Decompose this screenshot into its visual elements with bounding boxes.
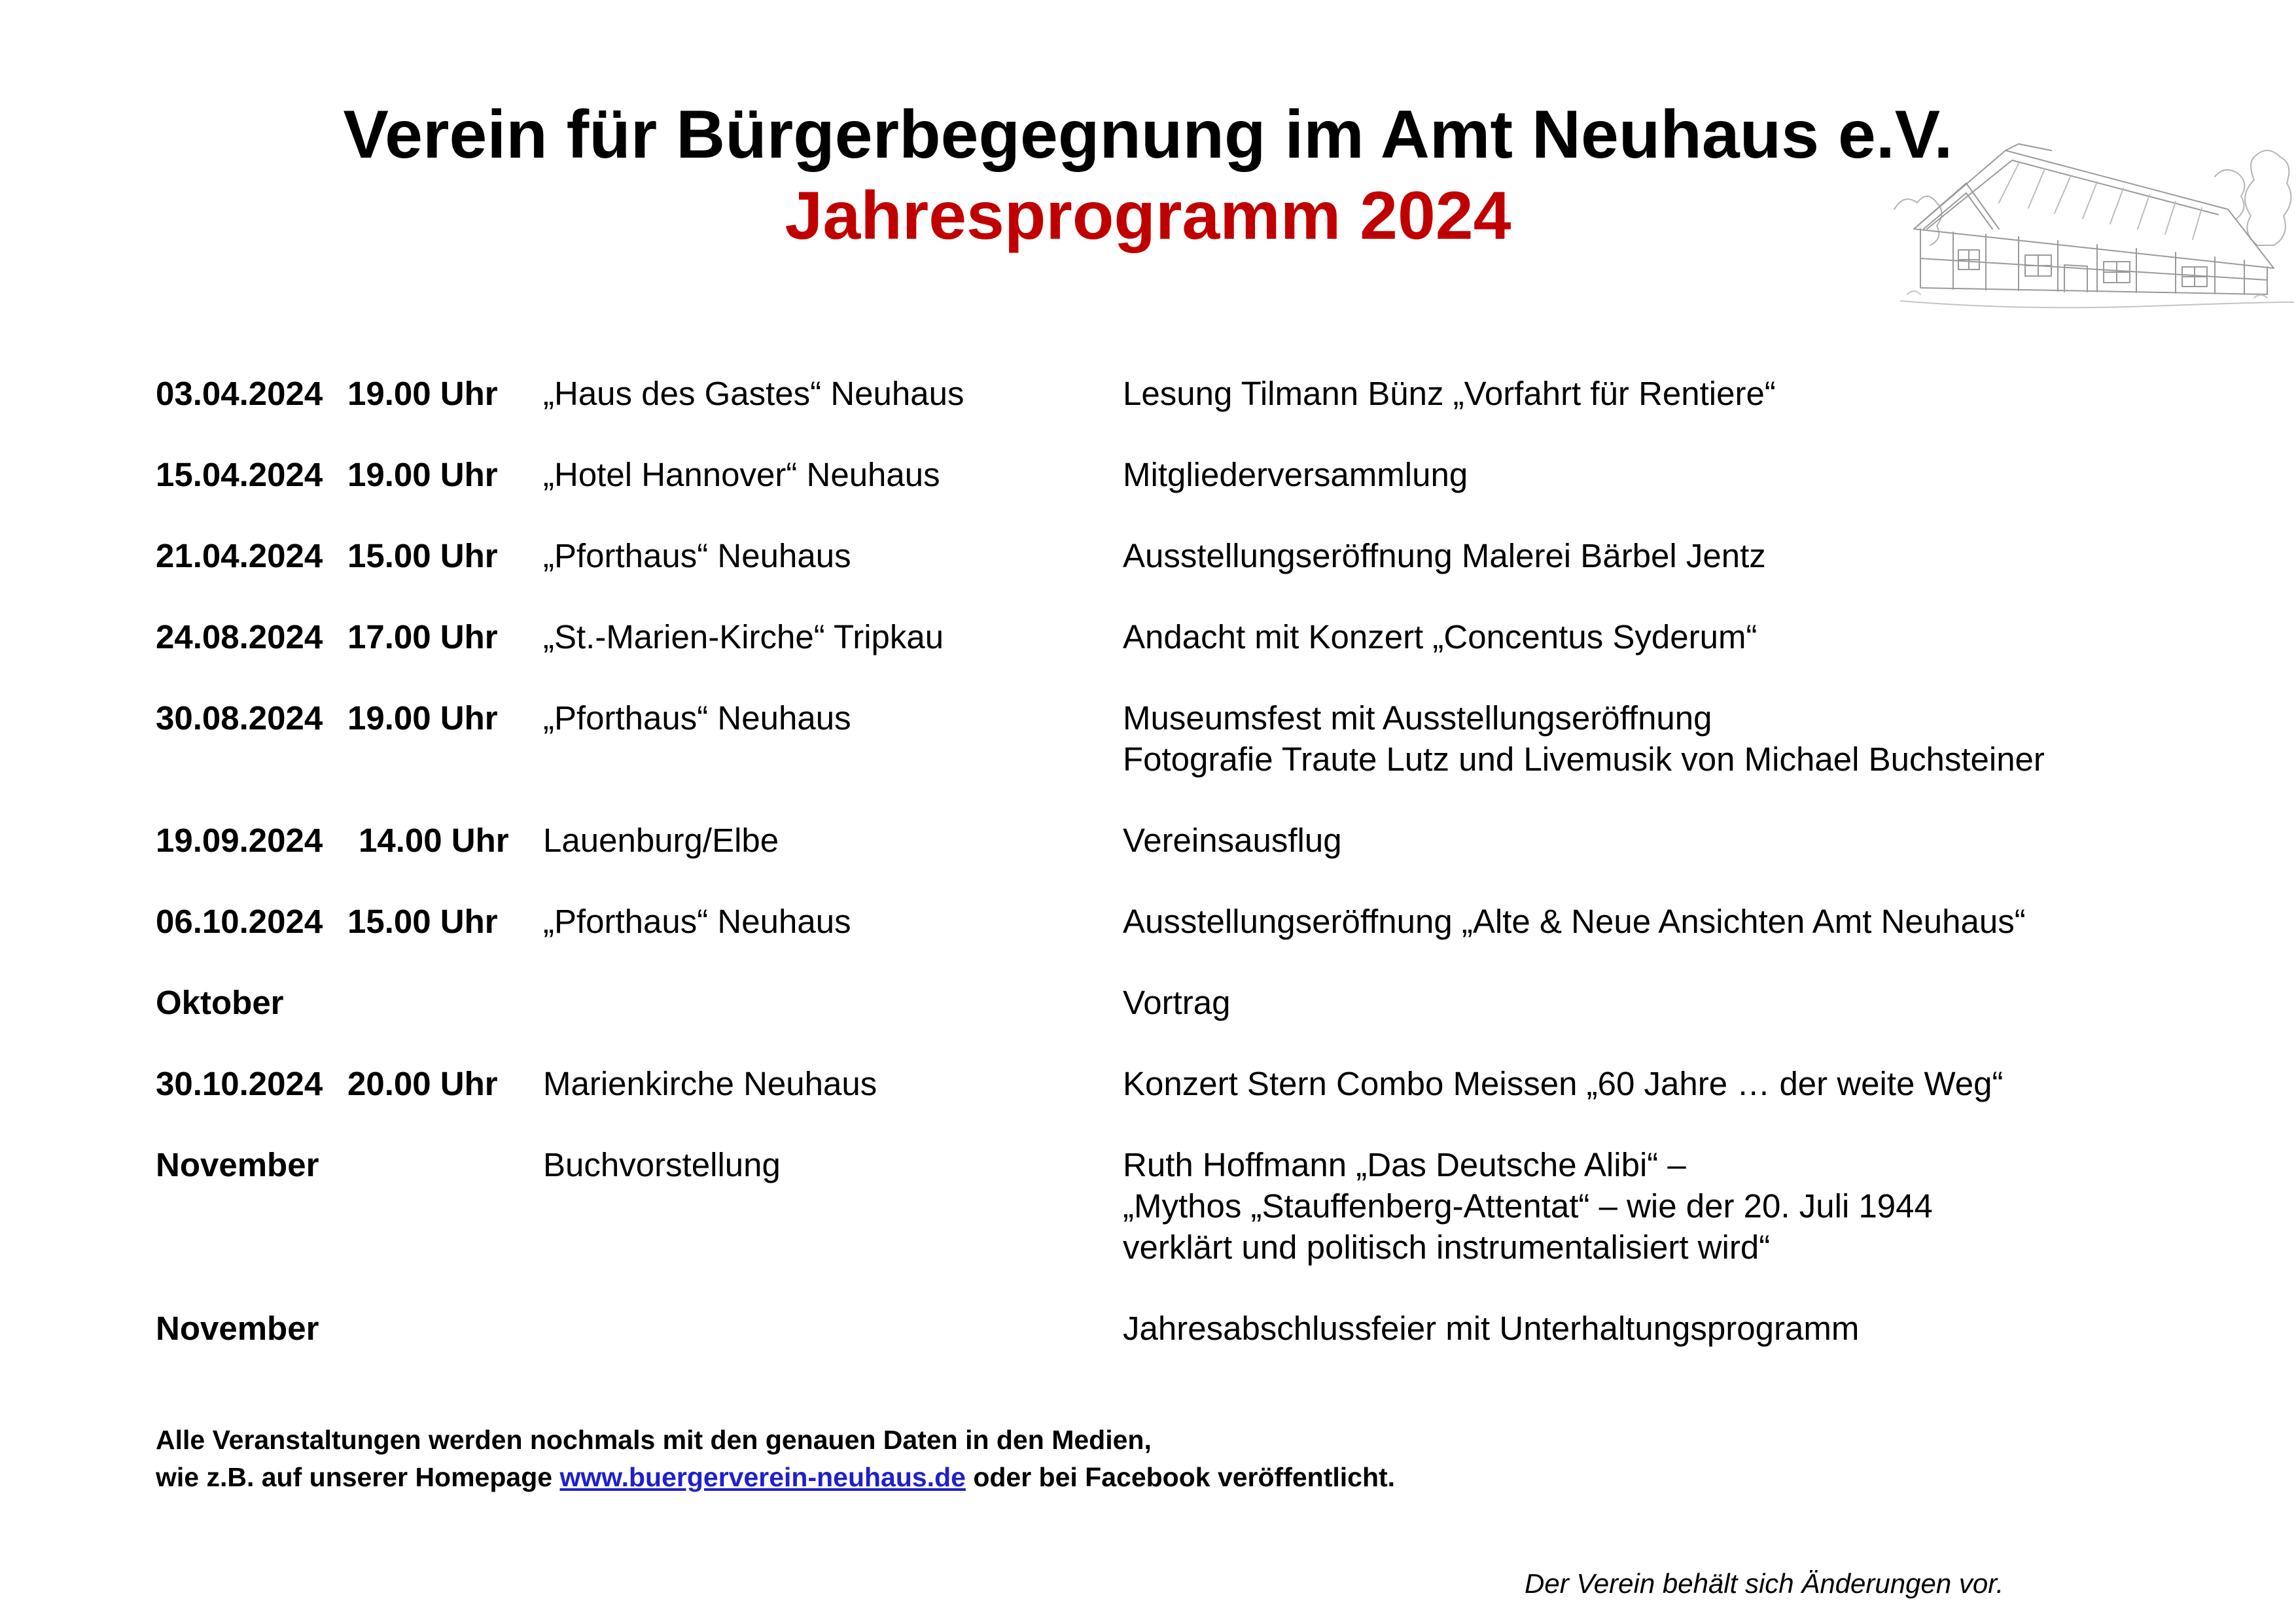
event-description bbox=[1123, 1308, 2184, 1349]
event-description-line: Vereinsausflug bbox=[1123, 822, 1342, 859]
event-description bbox=[1123, 820, 2184, 861]
event-description-line: Ausstellungseröffnung „Alte & Neue Ansichten Amt Neuhaus“ bbox=[1123, 903, 2026, 940]
footer-line-2 bbox=[156, 1459, 1395, 1496]
event-venue: Lauenburg/Elbe bbox=[543, 822, 779, 859]
event-time: 15.00 Uhr bbox=[347, 903, 498, 940]
event-time: 17.00 Uhr bbox=[347, 618, 498, 655]
event-row bbox=[156, 1063, 2184, 1104]
event-description-line: Jahresabschlussfeier mit Unterhaltungsprogramm bbox=[1123, 1310, 1860, 1347]
event-row bbox=[156, 982, 2184, 1023]
event-description bbox=[1123, 901, 2184, 942]
event-date: 24.08.2024 bbox=[156, 618, 323, 655]
footer-note bbox=[156, 1422, 1395, 1496]
event-description-line: Mitgliederversammlung bbox=[1123, 456, 1468, 493]
event-description-line: „Mythos „Stauffenberg-Attentat“ – wie der 20. Juli 1944 bbox=[1123, 1187, 1933, 1225]
homepage-link[interactable]: www.buergerverein-neuhaus.de bbox=[559, 1462, 966, 1492]
event-date: November bbox=[156, 1146, 319, 1183]
event-row bbox=[156, 454, 2184, 495]
event-description-line: Lesung Tilmann Bünz „Vorfahrt für Rentiere“ bbox=[1123, 375, 1776, 412]
event-time: 19.00 Uhr bbox=[347, 375, 498, 412]
event-row bbox=[156, 820, 2184, 861]
event-venue: „Pforthaus“ Neuhaus bbox=[543, 699, 851, 737]
event-description-line: Fotografie Traute Lutz und Livemusik von Michael Buchsteiner bbox=[1123, 741, 2045, 778]
page-subtitle: Jahresprogramm 2024 bbox=[785, 178, 1511, 254]
event-description bbox=[1123, 697, 2184, 780]
event-description bbox=[1123, 454, 2184, 495]
event-row bbox=[156, 1144, 2184, 1268]
event-row bbox=[156, 616, 2184, 657]
event-description-line: Ausstellungseröffnung Malerei Bärbel Jentz bbox=[1123, 537, 1766, 574]
event-list bbox=[156, 373, 2184, 1389]
event-venue: „Haus des Gastes“ Neuhaus bbox=[543, 375, 964, 412]
event-date: 06.10.2024 bbox=[156, 903, 323, 940]
event-venue: „Pforthaus“ Neuhaus bbox=[543, 537, 851, 574]
event-row bbox=[156, 901, 2184, 942]
event-date: 21.04.2024 bbox=[156, 537, 323, 574]
event-venue: Marienkirche Neuhaus bbox=[543, 1065, 877, 1102]
event-date: Oktober bbox=[156, 984, 284, 1021]
page-title: Verein für Bürgerbegegnung im Amt Neuhaus e.V. bbox=[343, 97, 1953, 173]
event-time: 19.00 Uhr bbox=[347, 699, 498, 737]
event-venue: „Pforthaus“ Neuhaus bbox=[543, 903, 851, 940]
event-date: November bbox=[156, 1310, 319, 1347]
event-date: 19.09.2024 bbox=[156, 822, 323, 859]
event-time: 20.00 Uhr bbox=[347, 1065, 498, 1102]
event-date: 15.04.2024 bbox=[156, 456, 323, 493]
event-description bbox=[1123, 373, 2184, 414]
event-description bbox=[1123, 535, 2184, 576]
footer-text-post: oder bei Facebook veröffentlicht. bbox=[965, 1462, 1396, 1492]
event-description bbox=[1123, 1063, 2184, 1104]
event-time: 15.00 Uhr bbox=[347, 537, 498, 574]
event-description-line: verklärt und politisch instrumentalisiert wird“ bbox=[1123, 1229, 1771, 1266]
event-row bbox=[156, 535, 2184, 576]
event-time: 19.00 Uhr bbox=[347, 456, 498, 493]
event-time: 14.00 Uhr bbox=[359, 822, 509, 859]
event-date: 03.04.2024 bbox=[156, 375, 323, 412]
event-description bbox=[1123, 1144, 2184, 1268]
event-date: 30.08.2024 bbox=[156, 699, 323, 737]
event-row bbox=[156, 373, 2184, 414]
event-venue: Buchvorstellung bbox=[543, 1146, 781, 1183]
event-description bbox=[1123, 982, 2184, 1023]
event-row bbox=[156, 1308, 2184, 1349]
event-description-line: Museumsfest mit Ausstellungseröffnung bbox=[1123, 699, 1712, 737]
event-description-line: Konzert Stern Combo Meissen „60 Jahre … der weite Weg“ bbox=[1123, 1065, 2004, 1102]
event-venue: „Hotel Hannover“ Neuhaus bbox=[543, 456, 940, 493]
house-sketch-icon bbox=[1888, 131, 2296, 406]
event-venue: „St.-Marien-Kirche“ Tripkau bbox=[543, 618, 944, 655]
event-description-line: Vortrag bbox=[1123, 984, 1231, 1021]
disclaimer: Der Verein behält sich Änderungen vor. bbox=[1525, 1568, 2004, 1599]
footer-line-1: Alle Veranstaltungen werden nochmals mit den genauen Daten in den Medien, bbox=[156, 1425, 1152, 1455]
event-description-line: Andacht mit Konzert „Concentus Syderum“ bbox=[1123, 618, 1757, 655]
event-date: 30.10.2024 bbox=[156, 1065, 323, 1102]
event-row bbox=[156, 697, 2184, 780]
event-description bbox=[1123, 616, 2184, 657]
event-description-line: Ruth Hoffmann „Das Deutsche Alibi“ – bbox=[1123, 1146, 1686, 1183]
footer-text-pre: wie z.B. auf unserer Homepage bbox=[156, 1462, 560, 1492]
